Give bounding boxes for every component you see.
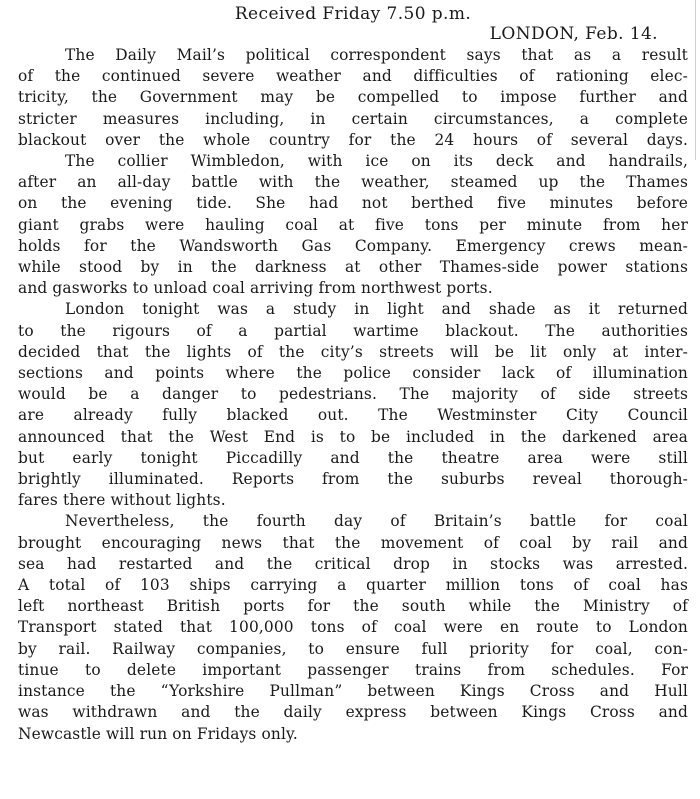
text-line: Transport stated that 100,000 tons of coal were en route to London xyxy=(18,618,688,637)
paragraph-2 xyxy=(18,151,688,299)
text-line: sections and points where the police consider lack of illumination xyxy=(18,364,688,383)
text-line: by rail. Railway companies, to ensure full priority for coal, con- xyxy=(18,639,688,658)
text-line: blackout over the whole country for the 24 hours of several days. xyxy=(18,130,688,149)
text-line: giant grabs were hauling coal at five tons per minute from her xyxy=(18,215,688,234)
text-line: The Daily Mail’s political correspondent says that as a result xyxy=(65,46,688,64)
text-line: on the evening tide. She had not berthed five minutes before xyxy=(18,194,688,213)
text-line: to the rigours of a partial wartime blackout. The authorities xyxy=(18,321,688,340)
paragraph-3 xyxy=(18,299,688,511)
column-edge-rule xyxy=(695,0,696,160)
text-line: left northeast British ports for the south while the Ministry of xyxy=(18,597,688,616)
text-line: would be a danger to pedestrians. The majority of side streets xyxy=(18,385,688,404)
paragraph-4 xyxy=(18,511,688,744)
received-time: Received Friday 7.50 p.m. xyxy=(234,4,472,24)
text-line: but early tonight Piccadilly and the theatre area were still xyxy=(18,448,688,467)
text-line: decided that the lights of the city’s streets will be lit only at inter- xyxy=(18,342,688,361)
paragraph-1 xyxy=(18,45,688,151)
dateline: LONDON, Feb. 14. xyxy=(489,24,658,44)
text-line: London tonight was a study in light and shade as it returned xyxy=(65,300,688,319)
text-line: brought encouraging news that the movement of coal by rail and xyxy=(18,533,688,552)
text-line: tricity, the Government may be compelled to impose further and xyxy=(18,88,688,107)
text-line: brightly illuminated. Reports from the suburbs reveal thorough- xyxy=(18,470,688,489)
text-line: Newcastle will run on Fridays only. xyxy=(18,724,298,743)
text-line: after an all-day battle with the weather, steamed up the Thames xyxy=(18,173,688,192)
text-line: while stood by in the darkness at other Thames-side power stations xyxy=(18,258,688,277)
text-line: stricter measures including, in certain circumstances, a complete xyxy=(18,109,688,128)
text-line: and gasworks to unload coal arriving from northwest ports. xyxy=(18,279,493,298)
text-line: fares there without lights. xyxy=(18,491,226,510)
text-line: Nevertheless, the fourth day of Britain’s battle for coal xyxy=(65,512,688,531)
text-line: instance the “Yorkshire Pullman” between Kings Cross and Hull xyxy=(18,682,688,701)
text-line: tinue to delete important passenger trains from schedules. For xyxy=(18,660,688,679)
text-line: was withdrawn and the daily express between Kings Cross and xyxy=(18,703,688,722)
text-line: of the continued severe weather and difficulties of rationing elec- xyxy=(18,67,688,86)
text-line: sea had restarted and the critical drop in stocks was arrested. xyxy=(18,554,688,573)
text-line: are already fully blacked out. The Westminster City Council xyxy=(18,406,688,425)
text-line: A total of 103 ships carrying a quarter million tons of coal has xyxy=(18,576,688,595)
text-line: announced that the West End is to be included in the darkened area xyxy=(18,427,688,446)
text-line: holds for the Wandsworth Gas Company. Emergency crews mean- xyxy=(18,236,688,255)
text-line: The collier Wimbledon, with ice on its deck and handrails, xyxy=(65,152,688,171)
